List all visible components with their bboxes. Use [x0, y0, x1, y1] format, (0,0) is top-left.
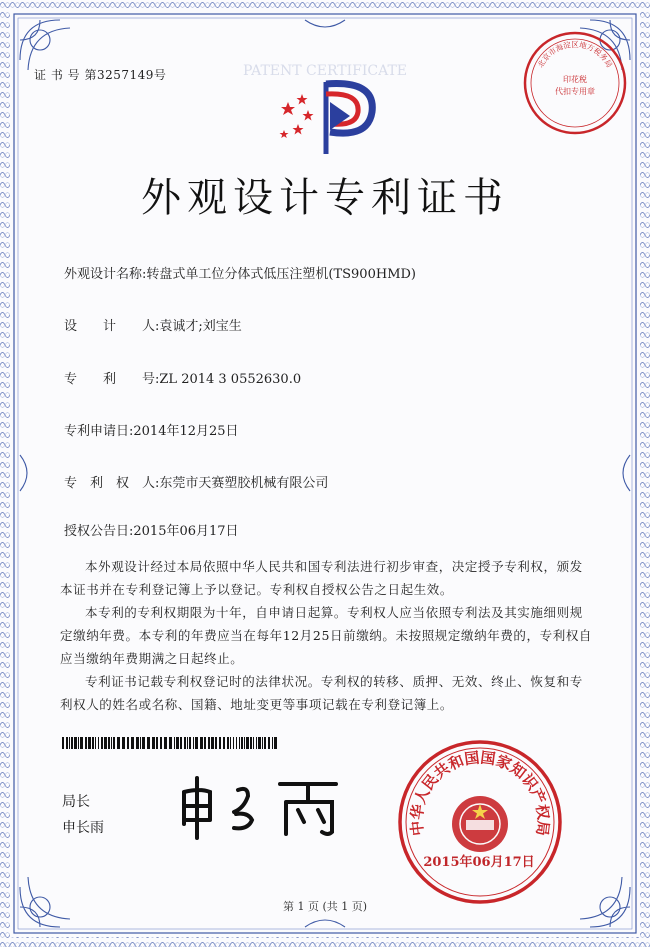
- paragraph-grant: 本外观设计经过本局依照中华人民共和国专利法进行初步审查，决定授予专利权，颁发本证书并在专利登记簿上予以登记。专利权自授权公告之日起生效。: [60, 559, 583, 597]
- svg-text:PATENT CERTIFICATE: PATENT CERTIFICATE: [242, 63, 408, 79]
- field-label: 专利申请日:: [64, 424, 134, 439]
- field-value: ZL 2014 3 0552630.0: [159, 372, 302, 387]
- paragraph-legal-status: 专利证书记载专利权登记时的法律状况。专利权的转移、质押、无效、终止、恢复和专利权人的姓名或名称、国籍、地址变更等事项记载在专利登记簿上。: [60, 674, 583, 712]
- tax-seal-stamp: [522, 30, 628, 136]
- field-label: 授权公告日:: [64, 524, 134, 539]
- field-value: 2014年12月25日: [133, 424, 239, 439]
- certificate-number: 证 书 号 第3257149号: [34, 68, 167, 82]
- barcode: [62, 737, 280, 749]
- director-title: 局长: [62, 794, 90, 810]
- svg-text:代扣专用章: 代扣专用章: [555, 87, 595, 96]
- svg-text:印花税: 印花税: [563, 75, 587, 84]
- field-design-name: [64, 263, 416, 282]
- page-footer: 第 1 页 (共 1 页): [282, 900, 368, 913]
- certificate-body: [60, 555, 595, 716]
- field-grant-date: [64, 520, 239, 539]
- patent-office-logo: [268, 72, 388, 164]
- field-label: 外观设计名称:: [64, 267, 147, 282]
- director-name: 申长雨: [62, 820, 104, 836]
- paragraph-term: 本专利的专利权期限为十年，自申请日起算。专利权人应当依照专利法及其实施细则规定缴纳年费。本专利的年费应当在每年12月25日前缴纳。未按照规定缴纳年费的，专利权自应当缴纳年费期满之日起终止。: [60, 605, 593, 666]
- field-value: 转盘式单工位分体式低压注塑机(TS900HMD): [146, 267, 416, 282]
- svg-text:北京市海淀区地方税务局: 北京市海淀区地方税务局: [535, 39, 615, 70]
- page-title: 外观设计专利证书: [141, 175, 509, 221]
- field-application-date: [64, 420, 239, 439]
- field-value: 2015年06月17日: [133, 524, 239, 539]
- field-value: 袁诚才;刘宝生: [159, 319, 242, 334]
- field-value: 东莞市天赛塑胶机械有限公司: [159, 476, 329, 491]
- field-patentee: [64, 472, 328, 491]
- field-label: 专 利 号:: [64, 372, 160, 387]
- director-signature: [176, 772, 346, 842]
- field-label: 专 利 权 人:: [64, 476, 160, 491]
- official-seal-stamp: [396, 738, 564, 906]
- field-label: 设 计 人:: [64, 319, 160, 334]
- field-patent-number: [64, 368, 301, 387]
- seal-date: 2015年06月17日: [423, 855, 535, 870]
- field-designer: [64, 315, 242, 334]
- svg-text:中华人民共和国国家知识产权局: 中华人民共和国国家知识产权局: [407, 748, 553, 837]
